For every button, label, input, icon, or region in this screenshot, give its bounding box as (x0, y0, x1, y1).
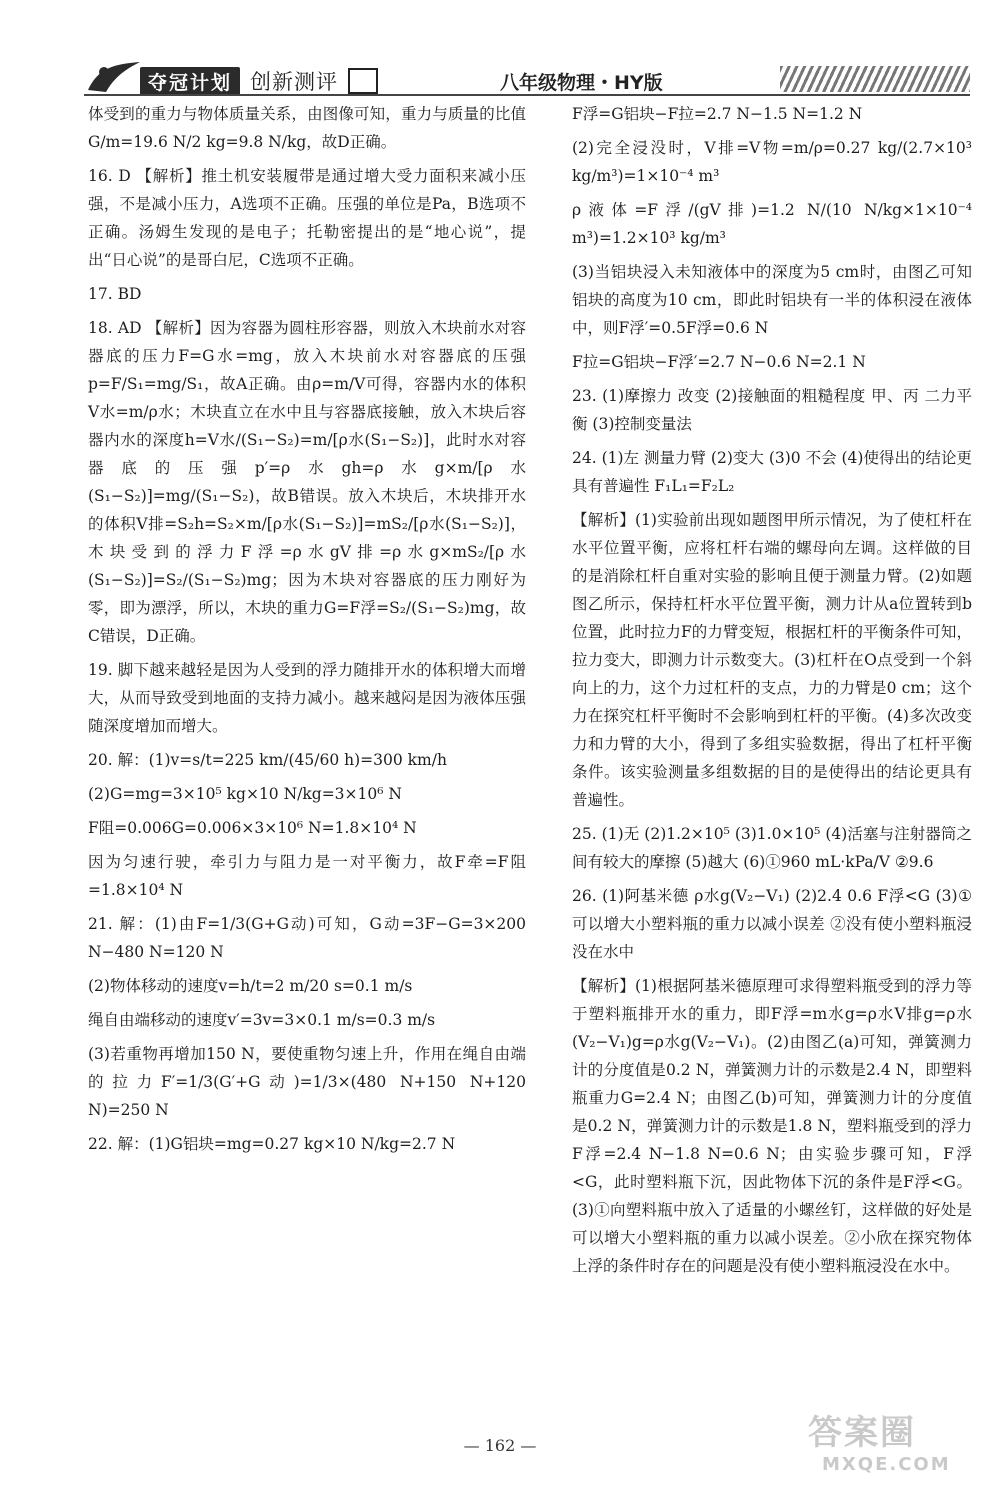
watermark-title: 答案圈 (808, 1413, 916, 1453)
answer-paragraph: (2)完全浸没时，V排=V物=m/ρ=0.27 kg/(2.7×10³ kg/m³)=1×10⁻⁴ m³ (572, 139, 972, 185)
answer-paragraph: 因为匀速行驶，牵引力与阻力是一对平衡力，故F牵=F阻=1.8×10⁴ N (88, 853, 526, 899)
header-decoration (780, 66, 970, 92)
answer-paragraph: 绳自由端移动的速度v′=3v=3×0.1 m/s=0.3 m/s (88, 1011, 436, 1029)
brand (140, 68, 378, 94)
answer-paragraph: 21. 解：(1)由F=1/3(G+G动)可知，G动=3F−G=3×200 N−480 N=120 N (88, 915, 526, 961)
book-icon (348, 68, 378, 94)
answer-paragraph: (2)物体移动的速度v=h/t=2 m/20 s=0.1 m/s (88, 977, 413, 995)
answer-paragraph: (2)G=mg=3×10⁵ kg×10 N/kg=3×10⁶ N (88, 785, 402, 803)
grade-subject: 八年级物理・HY版 (500, 72, 663, 94)
answer-paragraph: 22. 解：(1)G铝块=mg=0.27 kg×10 N/kg=2.7 N (88, 1135, 456, 1153)
answer-paragraph: (3)若重物再增加150 N，要使重物匀速上升，作用在绳自由端的拉力F′=1/3(G′+G动)=1/3×(480 N+150 N+120 N)=250 N (88, 1045, 526, 1119)
answer-paragraph: 19. 脚下越来越轻是因为人受到的浮力随排开水的体积增大而增大，从而导致受到地面的支持力减小。越来越闷是因为液体压强随深度增加而增大。 (88, 661, 526, 735)
right-column (572, 100, 972, 1286)
answer-paragraph: 20. 解：(1)v=s/t=225 km/(45/60 h)=300 km/h (88, 751, 447, 769)
trophy-logo-icon (84, 60, 144, 94)
header-rule (84, 94, 970, 96)
left-column (88, 100, 526, 1164)
answer-paragraph: 【解析】(1)实验前出现如题图甲所示情况，为了使杠杆在水平位置平衡，应将杠杆右端的螺母向左调。这样做的目的是消除杠杆自重对实验的影响且便于测量力臂。(2)如题图乙所示，保持杠杆水平位置平衡，测力计从a位置转到b位置，此时拉力F的力臂变短，根据杠杆的平衡条件可知，拉力变大，即测力计示数变大。(3)杠杆在O点受到一个斜向上的力，这个力过杠杆的支点，力的力臂是0 cm；这个力在探究杠杆平衡时不会影响到杠杆的平衡。(4)多次改变力和力臂的大小，得到了多组实验数据，得出了杠杆平衡条件。该实验测量多组数据的目的是使得出的结论更具有普遍性。 (572, 511, 972, 809)
answer-paragraph: 23. (1)摩擦力 改变 (2)接触面的粗糙程度 甲、丙 二力平衡 (3)控制变量法 (572, 387, 972, 433)
answer-paragraph: F阻=0.006G=0.006×3×10⁶ N=1.8×10⁴ N (88, 819, 417, 837)
answer-paragraph: 18. AD 【解析】因为容器为圆柱形容器，则放入木块前水对容器底的压力F=G水=mg，放入木块前水对容器底的压强p=F/S₁=mg/S₁，故A正确。由ρ=m/V可得，容器内水的体积V水=m/ρ水；木块直立在水中且与容器底接触，放入木块后容器内水的深度h=V水/(S₁−S₂)=m/[ρ水(S₁−S₂)]，此时水对容器底的压强p′=ρ水gh=ρ水g×m/[ρ水(S₁−S₂)]=mg/(S₁−S₂)，故B错误。放入木块后，木块排开水的体积V排=S₂h=S₂×m/[ρ水(S₁−S₂)]=mS₂/[ρ水(S₁−S₂)]，木块受到的浮力F浮=ρ水gV排=ρ水g×mS₂/[ρ水(S₁−S₂)]=S₂/(S₁−S₂)mg；因为木块对容器底的压力刚好为零，即为漂浮，所以，木块的重力G=F浮=S₂/(S₁−S₂)mg，故C错误，D正确。 (88, 319, 526, 645)
answer-paragraph: 16. D 【解析】推土机安装履带是通过增大受力面积来减小压强，不是减小压力，A选项不正确。压强的单位是Pa，B选项不正确。汤姆生发现的是电子；托勒密提出的是“地心说”，提出“日心说”的是哥白尼，C选项不正确。 (88, 167, 526, 269)
watermark-url: MXQE.COM (822, 1454, 951, 1475)
answer-paragraph: 【解析】(1)根据阿基米德原理可求得塑料瓶受到的浮力等于塑料瓶排开水的重力，即F浮=m水g=ρ水V排g=ρ水(V₂−V₁)g=ρ水g(V₂−V₁)。(2)由图乙(a)可知，弹簧测力计的分度值是0.2 N，弹簧测力计的示数是2.4 N，即塑料瓶重力G=2.4 N；由图乙(b)可知，弹簧测力计的分度值是0.2 N，弹簧测力计的示数是1.8 N，塑料瓶受到的浮力F浮=2.4 N−1.8 N=0.6 N；由实验步骤可知，F浮<G，此时塑料瓶下沉，因此物体下沉的条件是F浮<G。(3)①向塑料瓶中放入了适量的小螺丝钉，这样做的好处是可以增大小塑料瓶的重力以减小误差。②小欣在探究物体上浮的条件时存在的问题是没有使小塑料瓶浸没在水中。 (572, 977, 972, 1275)
answer-paragraph: F浮=G铝块−F拉=2.7 N−1.5 N=1.2 N (572, 105, 863, 123)
brand-name: 夺冠计划 (140, 67, 240, 96)
answer-paragraph: 25. (1)无 (2)1.2×10⁵ (3)1.0×10⁵ (4)活塞与注射器筒之间有较大的摩擦 (5)越大 (6)①960 mL·kPa/V ②9.6 (572, 825, 972, 871)
site-watermark (808, 1405, 978, 1485)
answer-paragraph: 体受到的重力与物体质量关系，由图像可知，重力与质量的比值G/m=19.6 N/2 kg=9.8 N/kg，故D正确。 (88, 105, 526, 151)
series-name: 创新测评 (250, 70, 339, 94)
answer-paragraph: ρ液体=F浮/(gV排)=1.2 N/(10 N/kg×1×10⁻⁴ m³)=1.2×10³ kg/m³ (572, 201, 972, 247)
answer-paragraph: 26. (1)阿基米德 ρ水g(V₂−V₁) (2)2.4 0.6 F浮<G (3)①可以增大小塑料瓶的重力以减小误差 ②没有使小塑料瓶浸没在水中 (572, 887, 972, 961)
answer-paragraph: (3)当铝块浸入未知液体中的深度为5 cm时，由图乙可知铝块的高度为10 cm，即此时铝块有一半的体积浸在液体中，则F浮′=0.5F浮=0.6 N (572, 263, 972, 337)
answer-paragraph: F拉=G铝块−F浮′=2.7 N−0.6 N=2.1 N (572, 353, 866, 371)
page-header (0, 0, 1000, 100)
answer-paragraph: 17. BD (88, 285, 142, 303)
answer-paragraph: 24. (1)左 测量力臂 (2)变大 (3)0 不会 (4)使得出的结论更具有普遍性 F₁L₁=F₂L₂ (572, 449, 972, 495)
page-number: — 162 — (463, 1436, 537, 1455)
